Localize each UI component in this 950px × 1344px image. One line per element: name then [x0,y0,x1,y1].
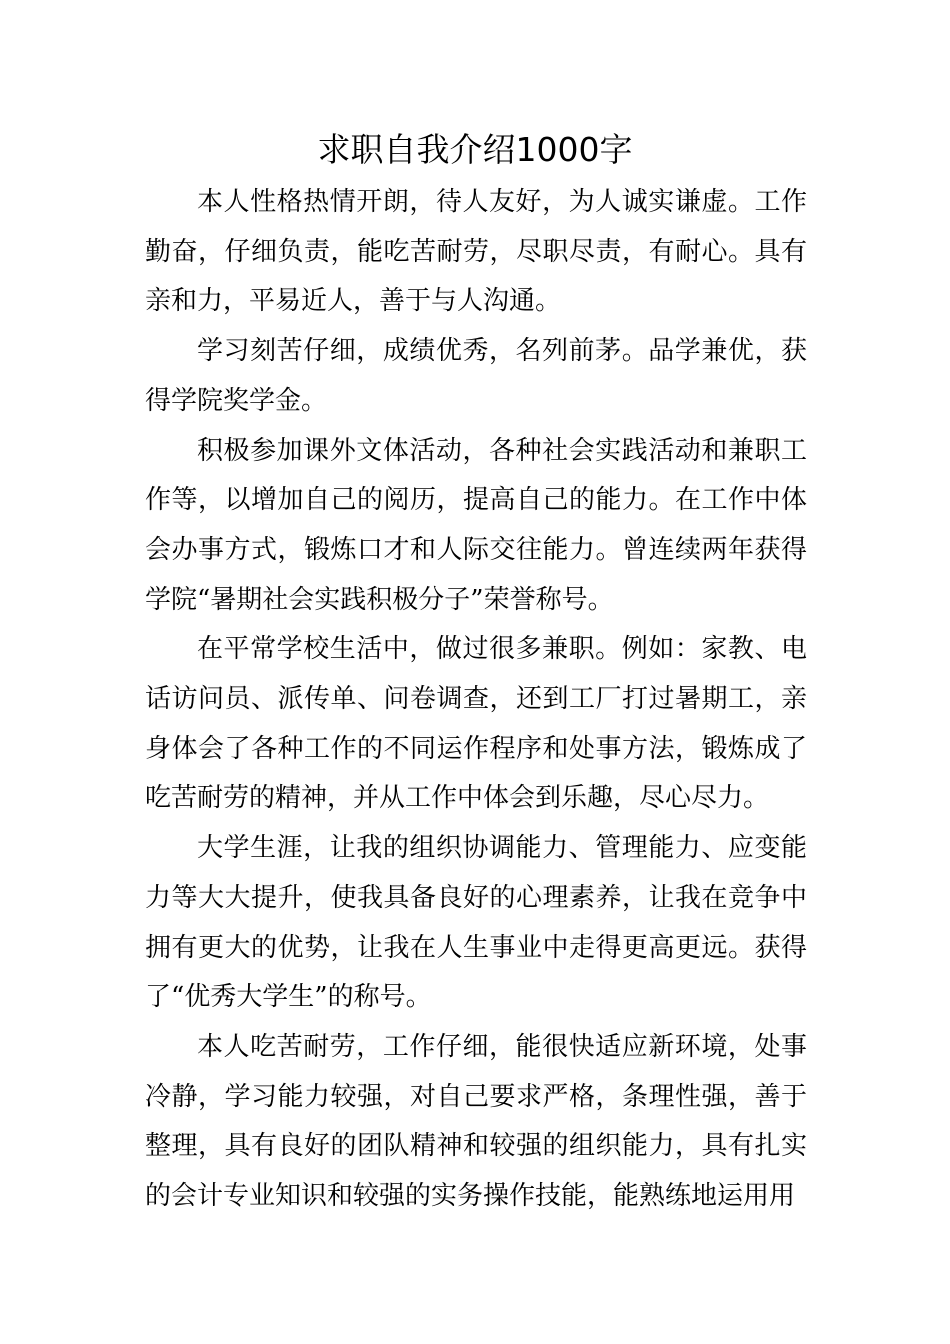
document-title: 求职自我介绍1000字 [317,130,633,169]
paragraph-part-time-jobs: 在平常学校生活中，做过很多兼职。例如：家教、电话访问员、派传单、问卷调查，还到工厂打过暑期工，亲身体会了各种工作的不同运作程序和处事方法，锻炼成了吃苦耐劳的精神，并从工作中体会到乐趣，尽心尽力。 [145,634,807,814]
paragraph-university-life: 大学生涯，让我的组织协调能力、管理能力、应变能力等大大提升，使我具备良好的心理素养，让我在竞争中拥有更大的优势，让我在人生事业中走得更高更远。获得了“优秀大学生”的称号。 [145,833,807,1013]
document-body [145,178,807,1222]
paragraph-personality: 本人性格热情开朗，待人友好，为人诚实谦虚。工作勤奋，仔细负责，能吃苦耐劳，尽职尽责，有耐心。具有亲和力，平易近人，善于与人沟通。 [145,187,807,317]
paragraph-activities: 积极参加课外文体活动，各种社会实践活动和兼职工作等，以增加自己的阅历，提高自己的能力。在工作中体会办事方式，锻炼口才和人际交往能力。曾连续两年获得学院“暑期社会实践积极分子”荣誉称号。 [145,435,807,615]
paragraph-study: 学习刻苦仔细，成绩优秀，名列前茅。品学兼优，获得学院奖学金。 [145,336,807,416]
paragraph-skills: 本人吃苦耐劳，工作仔细，能很快适应新环境，处事冷静，学习能力较强，对自己要求严格，条理性强，善于整理，具有良好的团队精神和较强的组织能力，具有扎实的会计专业知识和较强的实务操作技能，能熟练地运用用 [145,1031,807,1212]
